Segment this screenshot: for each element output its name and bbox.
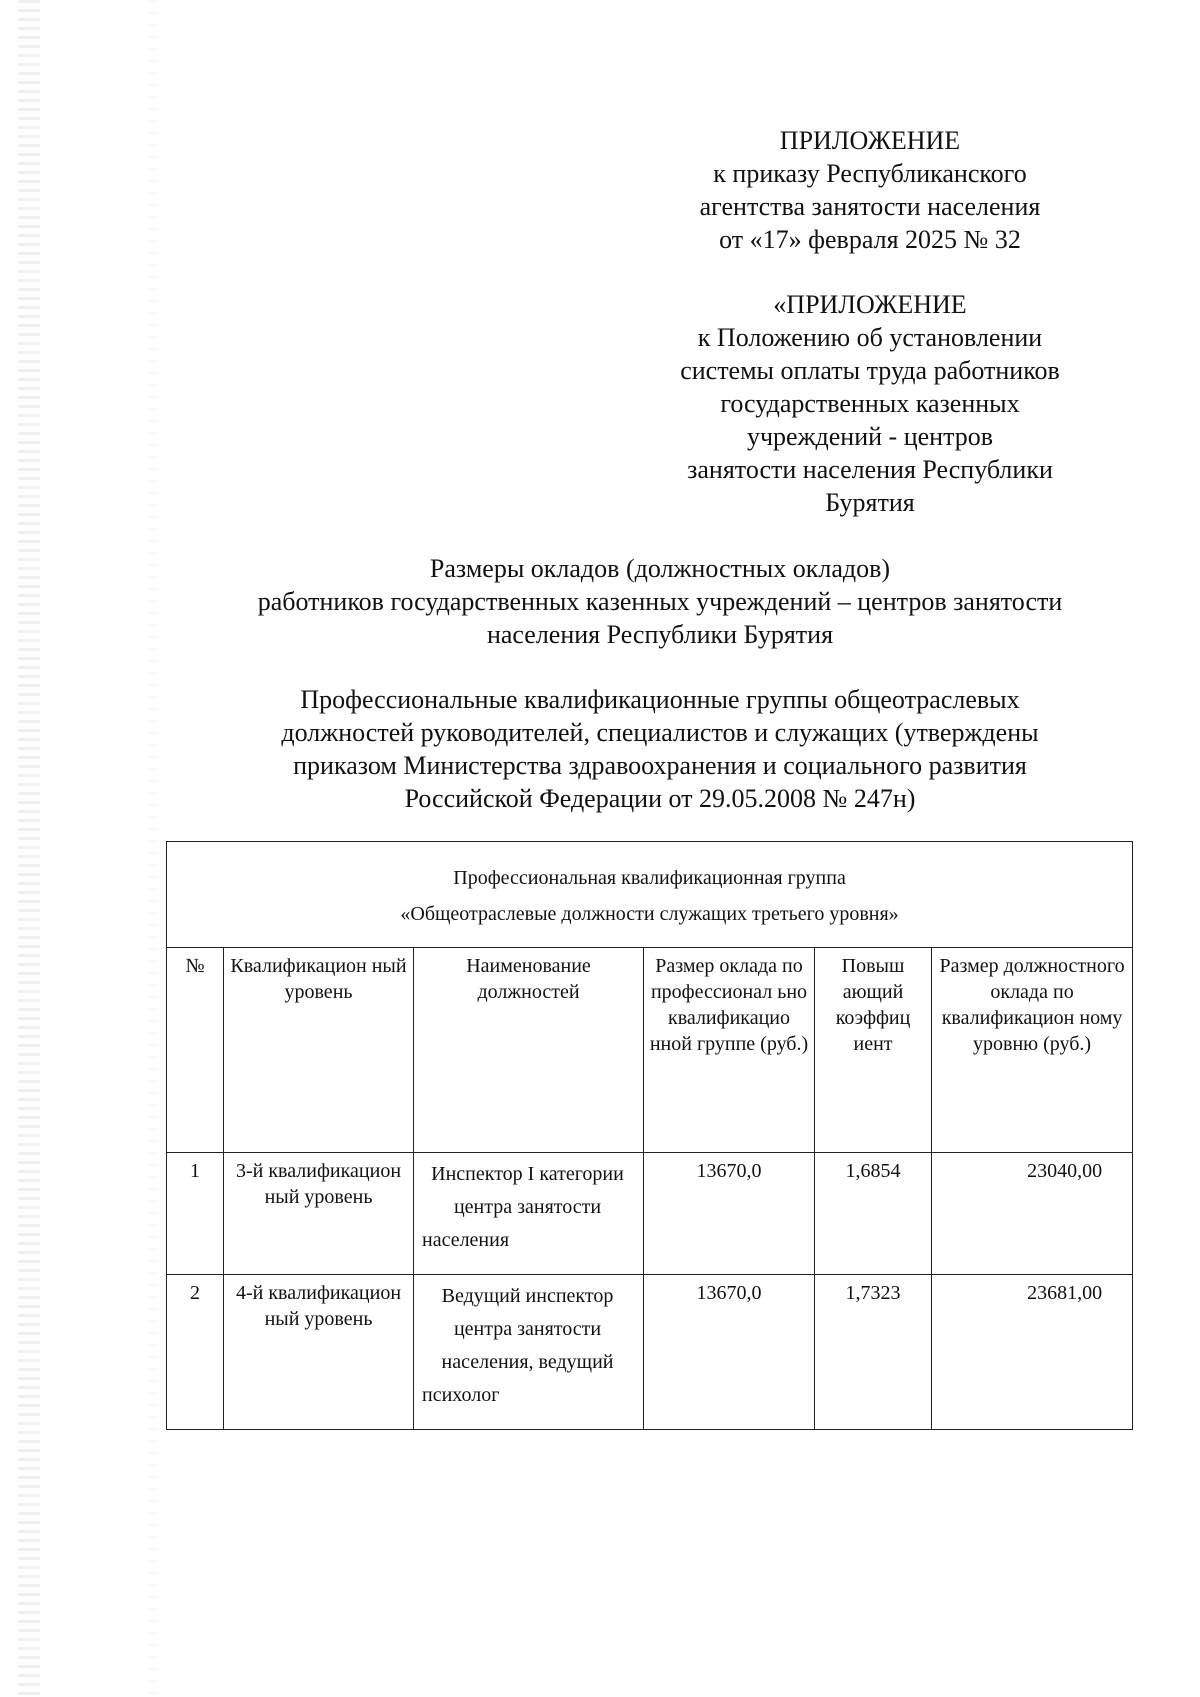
cell-position: Ведущий инспектор центра занятости населения, ведущий психолог	[414, 1275, 644, 1430]
regulation-appendix-line: Бурятия	[825, 488, 915, 517]
qualification-group-title	[167, 842, 1133, 948]
section-title-line: Российской Федерации от 29.05.2008 № 247н)	[404, 784, 916, 813]
section-title	[130, 683, 1190, 815]
appendix-agency: агентства занятости населения	[699, 192, 1041, 221]
table-row	[167, 1275, 1133, 1430]
appendix-order-ref: к приказу Республиканского	[713, 159, 1027, 188]
cell-coefficient: 1,6854	[815, 1153, 932, 1275]
header-coefficient: Повыш ающий коэффиц иент	[815, 948, 932, 1153]
group-title-line2: «Общеотраслевые должности служащих третьего уровня»	[400, 903, 899, 925]
salary-table	[166, 841, 1133, 1430]
header-official-salary: Размер должностного оклада по квалификацион ному уровню (руб.)	[932, 948, 1133, 1153]
section-title-line: Профессиональные квалификационные группы общеотраслевых	[300, 685, 1020, 714]
appendix-label: ПРИЛОЖЕНИЕ	[779, 126, 961, 155]
document-title-line: работников государственных казенных учреждений – центров занятости	[257, 587, 1063, 616]
table-header-row	[167, 948, 1133, 1153]
group-title-line1: Профессиональная квалификационная группа	[453, 867, 846, 889]
cell-num: 1	[167, 1153, 224, 1275]
cell-official-salary: 23040,00	[932, 1153, 1133, 1275]
header-position: Наименование должностей	[414, 948, 644, 1153]
cell-num: 2	[167, 1275, 224, 1430]
header-level: Квалификацион ный уровень	[224, 948, 414, 1153]
regulation-appendix-header	[615, 288, 1125, 519]
cell-position: Инспектор I категории центра занятости населения	[414, 1153, 644, 1275]
header-num: №	[167, 948, 224, 1153]
cell-base-salary: 13670,0	[644, 1153, 815, 1275]
scan-edge-artifact	[18, 0, 40, 1697]
cell-official-salary: 23681,00	[932, 1275, 1133, 1430]
table-group-header-row	[167, 842, 1133, 948]
cell-coefficient: 1,7323	[815, 1275, 932, 1430]
regulation-appendix-line: к Положению об установлении	[697, 323, 1043, 352]
cell-base-salary: 13670,0	[644, 1275, 815, 1430]
document-title	[130, 552, 1190, 651]
regulation-appendix-line: государственных казенных	[720, 389, 1020, 418]
regulation-appendix-label: «ПРИЛОЖЕНИЕ	[773, 290, 967, 319]
appendix-order-date: от «17» февраля 2025 № 32	[719, 225, 1021, 254]
order-appendix-header	[640, 124, 1100, 256]
section-title-line: должностей руководителей, специалистов и служащих (утверждены	[281, 718, 1039, 747]
table-row	[167, 1153, 1133, 1275]
section-title-line: приказом Министерства здравоохранения и социального развития	[293, 751, 1027, 780]
regulation-appendix-line: учреждений - центров	[746, 422, 994, 451]
regulation-appendix-line: системы оплаты труда работников	[680, 356, 1060, 385]
cell-level: 3-й квалификацион ный уровень	[224, 1153, 414, 1275]
header-base-salary: Размер оклада по профессионал ьно квалификацио нной группе (руб.)	[644, 948, 815, 1153]
cell-level: 4-й квалификацион ный уровень	[224, 1275, 414, 1430]
regulation-appendix-line: занятости населения Республики	[687, 455, 1053, 484]
document-title-line: Размеры окладов (должностных окладов)	[429, 554, 891, 583]
scan-edge-artifact-inner	[148, 0, 158, 1697]
document-title-line: населения Республики Бурятия	[486, 620, 834, 649]
